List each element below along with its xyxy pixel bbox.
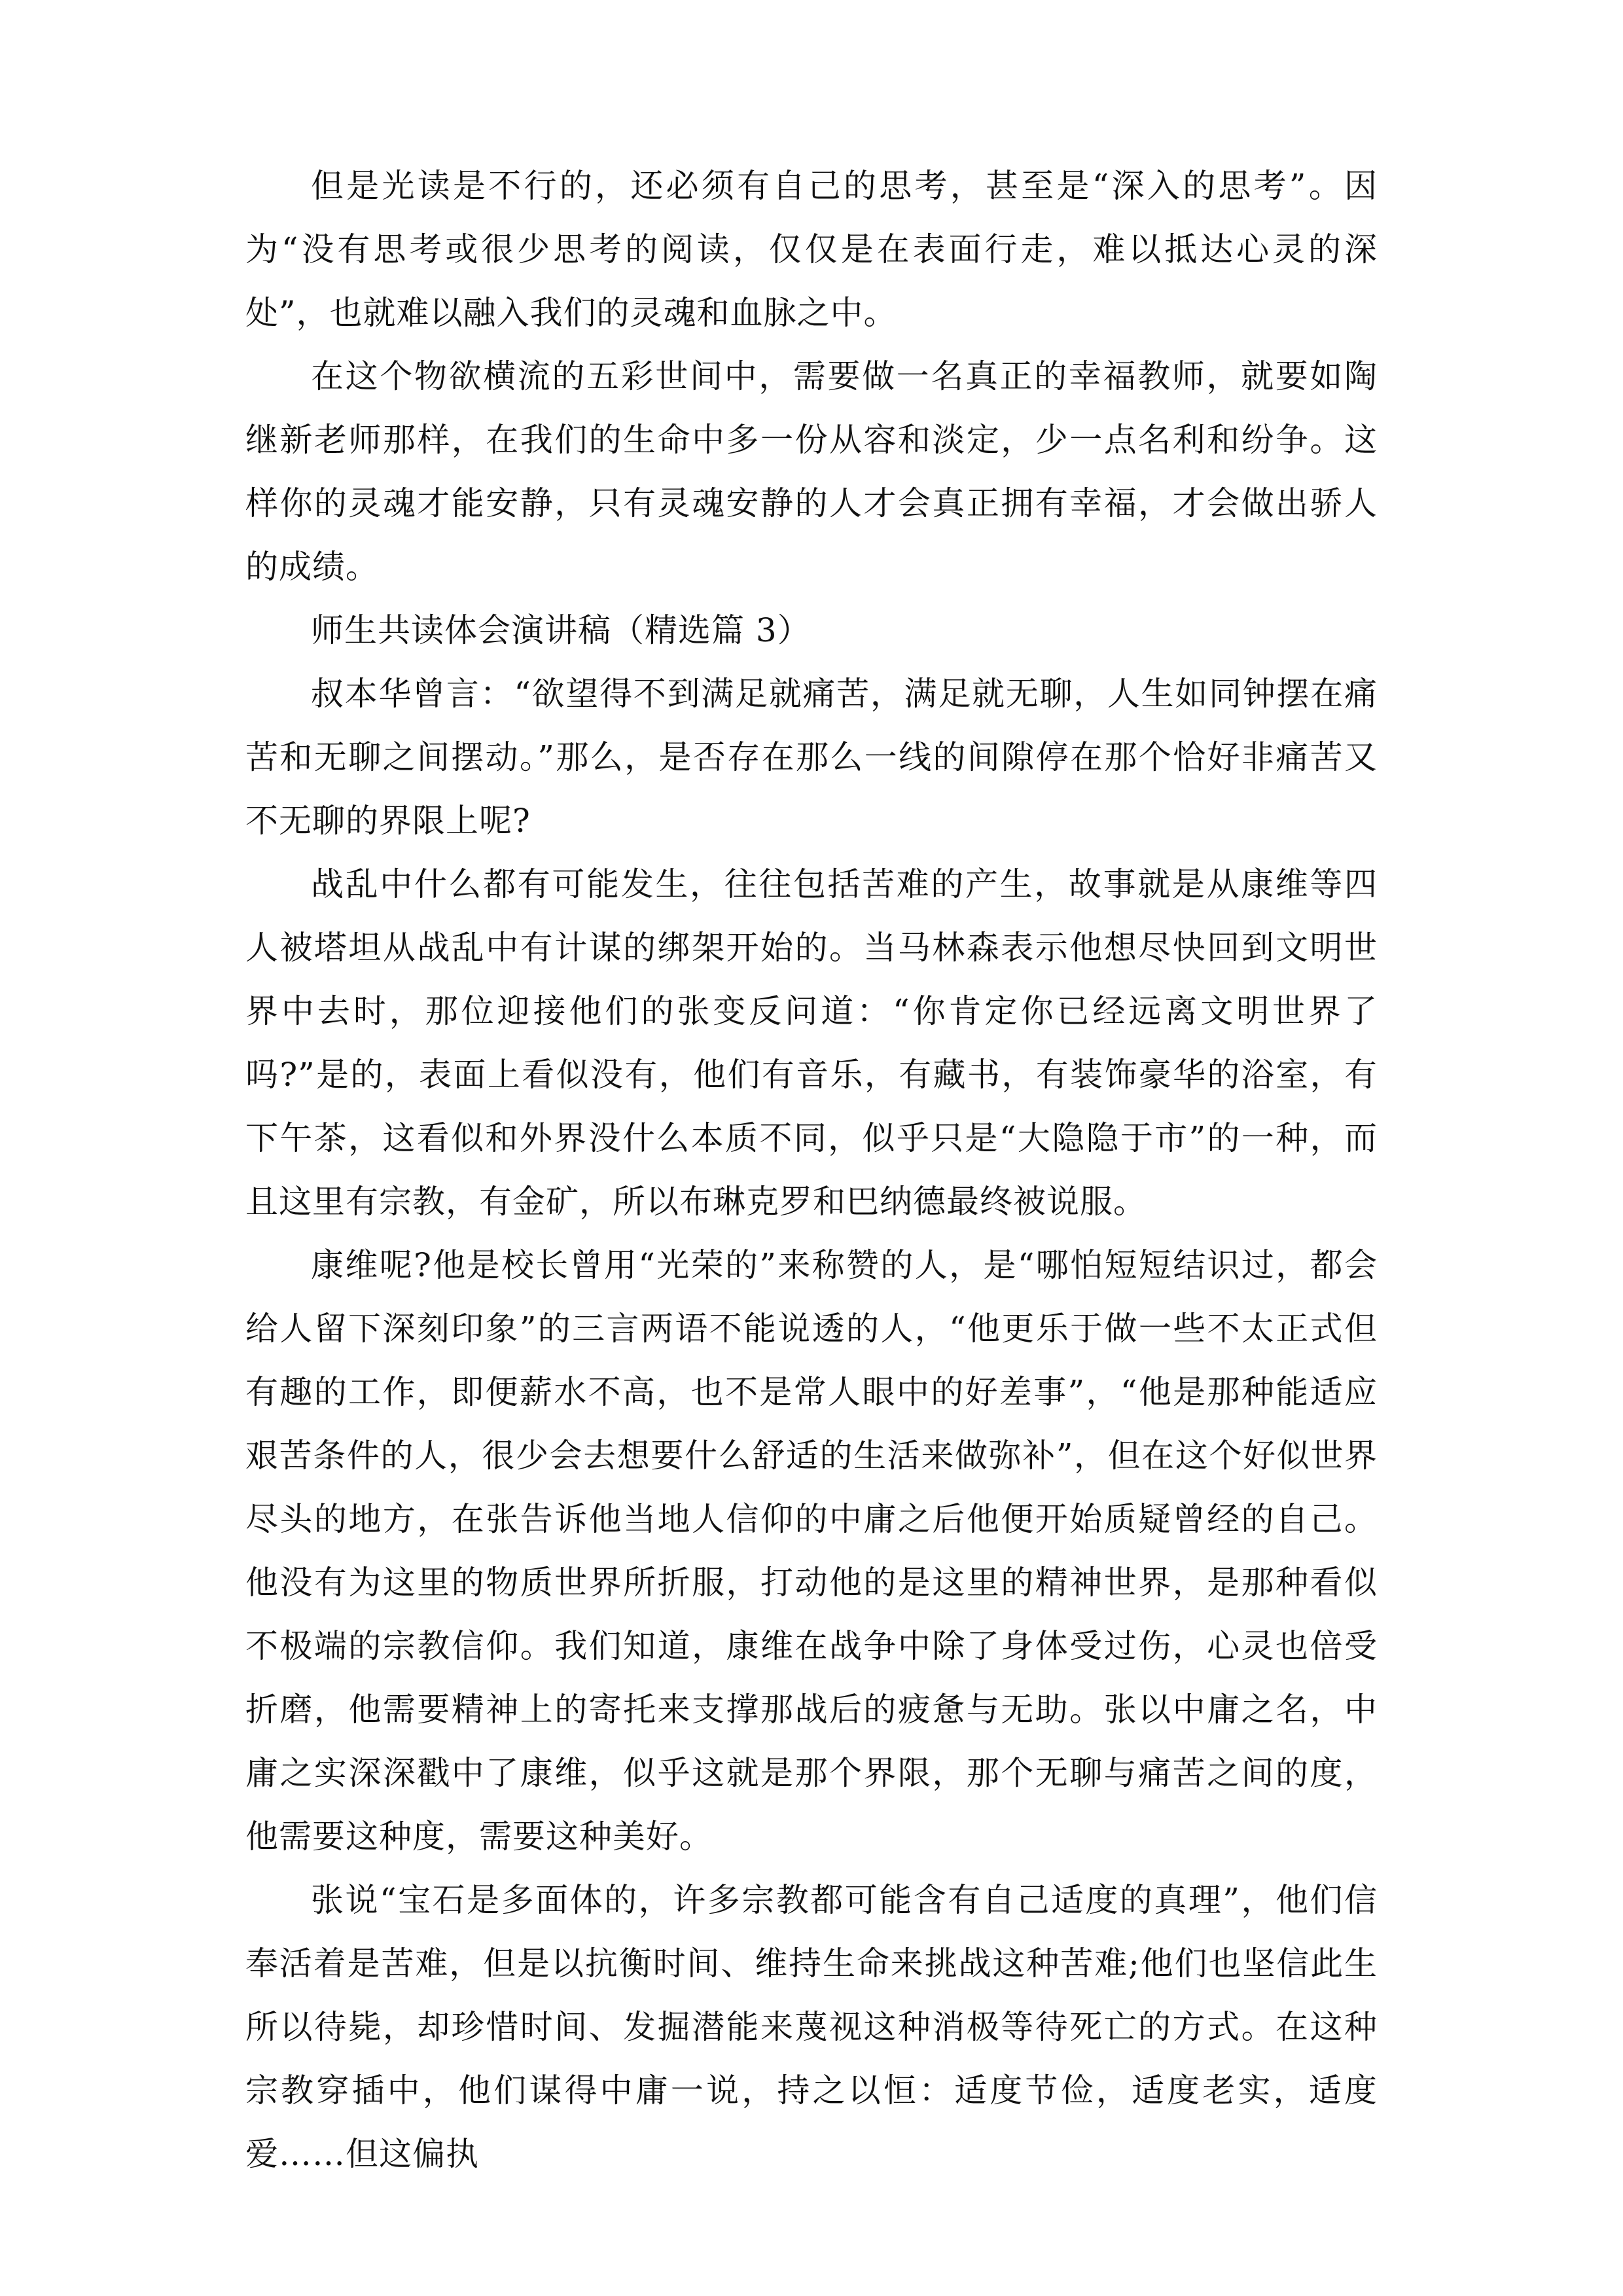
paragraph-deep-thinking: 但是光读是不行的，还必须有自己的思考，甚至是“深入的思考”。因为“没有思考或很少思考的阅读，仅仅是在表面行走，难以抵达心灵的深处”，也就难以融入我们的灵魂和血脉之中。 <box>245 167 1378 332</box>
document-body <box>245 154 1378 2186</box>
paragraph-conway: 康维呢?他是校长曾用“光荣的”来称赞的人，是“哪怕短短结识过，都会给人留下深刻印象”的三言两语不能说透的人，“他更乐于做一些不太正式但有趣的工作，即便薪水不高，也不是常人眼中的好差事”，“他是那种能适应艰苦条件的人，很少会去想要什么舒适的生活来做弥补”，但在这个好似世界尽头的地方，在张告诉他当地人信仰的中庸之后他便开始质疑曾经的自己。他没有为这里的物质世界所折服，打动他的是这里的精神世界，是那种看似不极端的宗教信仰。我们知道，康维在战争中除了身体受过伤，心灵也倍受折磨，他需要精神上的寄托来支撑那战后的疲惫与无助。张以中庸之名，中庸之实深深戳中了康维，似乎这就是那个界限，那个无聊与痛苦之间的度，他需要这种度，需要这种美好。 <box>245 1246 1378 1856</box>
section-heading: 师生共读体会演讲稿（精选篇 3） <box>311 611 811 649</box>
paragraph-happy-teacher: 在这个物欲横流的五彩世间中，需要做一名真正的幸福教师，就要如陶继新老师那样，在我们的生命中多一份从容和淡定，少一点名利和纷争。这样你的灵魂才能安静，只有灵魂安静的人才会真正拥有幸福，才会做出骄人的成绩。 <box>245 357 1378 586</box>
paragraph-gemstone: 张说“宝石是多面体的，许多宗教都可能含有自己适度的真理”，他们信奉活着是苦难，但是以抗衡时间、维持生命来挑战这种苦难;他们也坚信此生所以待毙，却珍惜时间、发掘潜能来蔑视这种消极等待死亡的方式。在这种宗教穿插中，他们谋得中庸一说，持之以恒：适度节俭，适度老实，适度爱……但这偏执 <box>245 1881 1378 2173</box>
paragraph-schopenhauer: 叔本华曾言：“欲望得不到满足就痛苦，满足就无聊，人生如同钟摆在痛苦和无聊之间摆动。”那么，是否存在那么一线的间隙停在那个恰好非痛苦又不无聊的界限上呢? <box>245 675 1378 840</box>
paragraph-war-story: 战乱中什么都有可能发生，往往包括苦难的产生，故事就是从康维等四人被塔坦从战乱中有计谋的绑架开始的。当马林森表示他想尽快回到文明世界中去时，那位迎接他们的张变反问道：“你肯定你已经远离文明世界了吗?”是的，表面上看似没有，他们有音乐，有藏书，有装饰豪华的浴室，有下午茶，这看似和外界没什么本质不同，似乎只是“大隐隐于市”的一种，而且这里有宗教，有金矿，所以布琳克罗和巴纳德最终被说服。 <box>245 865 1378 1221</box>
